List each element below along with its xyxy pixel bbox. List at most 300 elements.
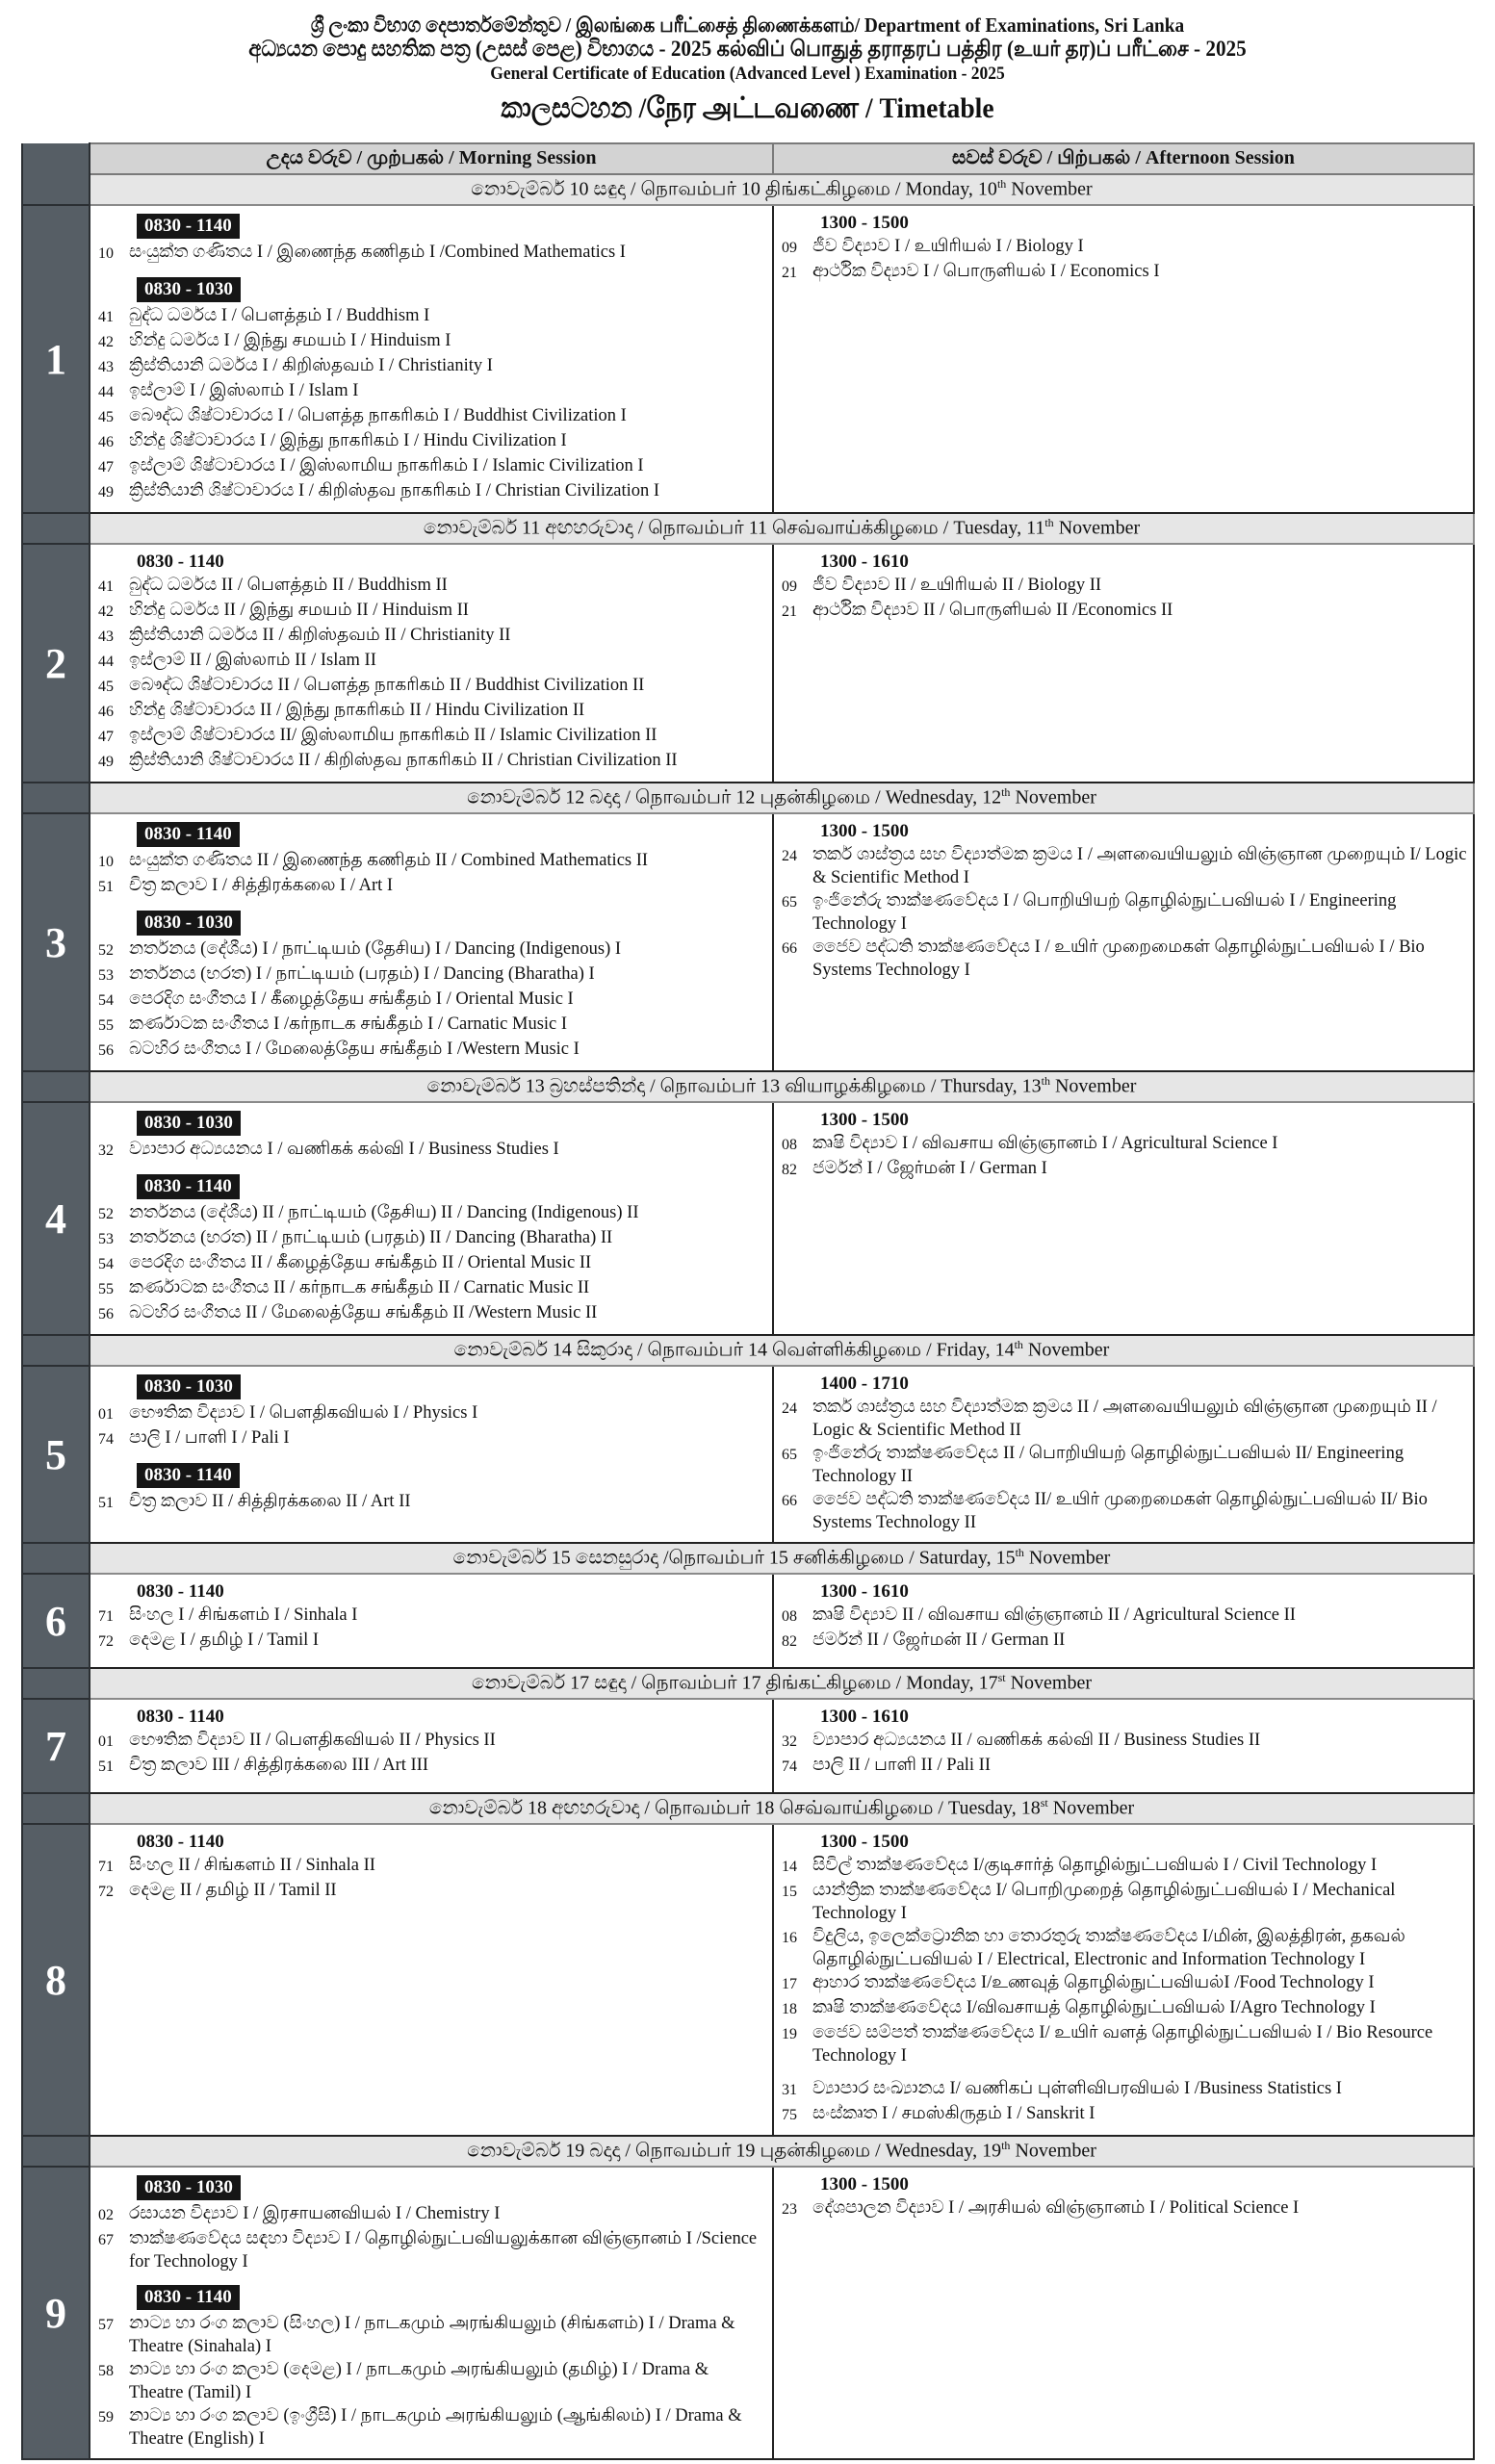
department-header: ශ්‍රී ලංකා විභාග දෙපාර්තමේන්තුව / இலங்கை பரீட்சைத் திணைக்களம்/ Department of Examinations, Sri Lanka bbox=[310, 13, 1185, 37]
subject-row bbox=[782, 235, 1467, 260]
subject-row bbox=[782, 1729, 1467, 1754]
morning-session-cell bbox=[90, 1699, 773, 1793]
subject-row bbox=[98, 1754, 766, 1779]
subject-code: 56 bbox=[98, 1042, 114, 1059]
subject-code: 21 bbox=[782, 603, 797, 620]
day-row bbox=[22, 205, 1474, 513]
day-number: 6 bbox=[22, 1574, 90, 1668]
time-slot: 0830 - 1140 bbox=[137, 1581, 224, 1602]
timetable bbox=[21, 142, 1475, 2460]
subject-code: 43 bbox=[98, 359, 114, 375]
subject-name: රසායන විද්‍යාව I / இரசாயனவியல் I / Chemistry I bbox=[129, 2204, 501, 2223]
time-slot-row bbox=[98, 1580, 766, 1604]
subject-row bbox=[98, 624, 766, 649]
date-ordinal: th bbox=[1014, 1337, 1023, 1351]
time-slot: 0830 - 1140 bbox=[137, 2285, 240, 2310]
date-header-row bbox=[22, 1071, 1474, 1102]
day-row bbox=[22, 1574, 1474, 1668]
subject-name: සංස්කෘත I / சமஸ்கிருதம் I / Sanskrit I bbox=[812, 2104, 1095, 2123]
date-header bbox=[90, 2136, 1474, 2167]
subject-row bbox=[98, 1879, 766, 1904]
date-header-row bbox=[22, 174, 1474, 205]
afternoon-session-cell bbox=[773, 544, 1474, 783]
morning-session-cell bbox=[90, 1824, 773, 2136]
subject-name: ව්‍යාපාර අධ්‍යයනය I / வணிகக் கல்வி I / Business Studies I bbox=[129, 1140, 559, 1159]
date-ordinal: th bbox=[1041, 1073, 1050, 1088]
date-ordinal: th bbox=[1044, 515, 1054, 529]
subject-row bbox=[98, 1138, 766, 1163]
subject-code: 14 bbox=[782, 1859, 797, 1875]
subject-name: ජෛව පද්ධති තාක්ෂණවේදය I / உயிர் முறைமைகள் தொழில்நுட்பவியல் I / Bio Systems Technology I bbox=[812, 937, 1425, 980]
date-ordinal: th bbox=[996, 176, 1007, 191]
time-slot: 1400 - 1710 bbox=[820, 1373, 909, 1394]
subject-code: 24 bbox=[782, 848, 797, 864]
subject-code: 54 bbox=[98, 1256, 114, 1272]
afternoon-session-cell bbox=[773, 813, 1474, 1071]
subject-name: ආහාර තාක්ෂණවේදය I/உணவுத் தொழில்நுட்பவியல்I /Food Technology I bbox=[812, 1973, 1375, 1992]
subject-code: 46 bbox=[98, 704, 114, 720]
subject-code: 51 bbox=[98, 879, 114, 895]
subject-name: හින්දු ශිෂ්ටාචාරය II / இந்து நாகரிகம் II / Hindu Civilization II bbox=[129, 701, 585, 720]
subject-row bbox=[782, 843, 1467, 889]
subject-code: 72 bbox=[98, 1633, 114, 1650]
subject-code: 45 bbox=[98, 409, 114, 425]
subject-name: ඉස්ලාම් ශිෂ්ටාචාරය II/ இஸ்லாமிய நாகரிகம் II / Islamic Civilization II bbox=[129, 726, 657, 745]
morning-session-cell bbox=[90, 813, 773, 1071]
day-number: 8 bbox=[22, 1824, 90, 2136]
subject-name: නාට්‍ය හා රංග කලාව (දෙමළ) I / நாடகமும் அரங்கியலும் (தமிழ்) I / Drama & Theatre (Tamil) I bbox=[129, 2360, 709, 2402]
subject-code: 65 bbox=[782, 894, 797, 911]
subject-name: කර්ණාටක සංගීතය II / கர்நாடக சங்கீதம் II / Carnatic Music II bbox=[129, 1278, 590, 1297]
subject-code: 21 bbox=[782, 265, 797, 281]
subject-name: බටහිර සංගීතය II / மேலைத்தேய சங்கீதம் II /Western Music II bbox=[129, 1303, 598, 1322]
subject-row bbox=[782, 2102, 1467, 2127]
subject-row bbox=[98, 1251, 766, 1276]
subject-name: ඉංජිනේරු තාක්ෂණවේදය II / பொறியியற் தொழில்நுட்பவியல் II/ Engineering Technology II bbox=[812, 1444, 1405, 1486]
subject-name: සිවිල් තාක්ෂණවේදය I/குடிசார்த் தொழில்நுட்பவியல் I / Civil Technology I bbox=[812, 1856, 1378, 1875]
subject-row bbox=[782, 1629, 1467, 1654]
subject-row bbox=[782, 889, 1467, 936]
time-slot-row bbox=[98, 1831, 766, 1854]
subject-code: 74 bbox=[782, 1758, 797, 1775]
subject-name: චිත්‍ර කලාව I / சித்திரக்கலை I / Art I bbox=[129, 876, 394, 895]
subject-row bbox=[782, 599, 1467, 624]
subject-code: 18 bbox=[782, 2001, 797, 2017]
subject-row bbox=[98, 2202, 766, 2227]
subject-code: 54 bbox=[98, 992, 114, 1009]
afternoon-session-cell bbox=[773, 1699, 1474, 1793]
date-text: නොවැම්බර් 17 සඳුදා / நொவம்பர் 17 திங்கட்கிழமை / Monday, 17 bbox=[471, 1672, 998, 1694]
date-header-row bbox=[22, 2136, 1474, 2167]
subject-code: 43 bbox=[98, 629, 114, 645]
subject-name: නාට්‍ය හා රංග කලාව (ඉංග්‍රීසි) I / நாடகமும் அரங்கியலும் (ஆங்கிலம்) I / Drama & Theatre (English) I bbox=[129, 2406, 742, 2449]
subject-row bbox=[98, 1604, 766, 1629]
subject-code: 46 bbox=[98, 434, 114, 450]
time-slot-row bbox=[782, 1109, 1467, 1132]
subject-code: 42 bbox=[98, 603, 114, 620]
block-spacer bbox=[98, 266, 766, 275]
subject-name: බටහිර සංගීතය I / மேலைத்தேய சங்கீதம் I /Western Music I bbox=[129, 1040, 580, 1059]
subject-code: 19 bbox=[782, 2026, 797, 2042]
subject-name: චිත්‍ර කලාව III / சித்திரக்கலை III / Art III bbox=[129, 1756, 428, 1775]
subject-row bbox=[782, 2021, 1467, 2067]
day-number: 5 bbox=[22, 1366, 90, 1543]
subject-row bbox=[98, 2227, 766, 2273]
date-header bbox=[90, 1543, 1474, 1574]
subject-row bbox=[98, 849, 766, 874]
subject-code: 10 bbox=[98, 854, 114, 870]
subject-name: දේශපාලන විද්‍යාව I / அரசியல் விஞ்ஞானம் I / Political Science I bbox=[812, 2198, 1300, 2218]
subject-row bbox=[782, 1971, 1467, 1996]
day-number: 4 bbox=[22, 1102, 90, 1335]
subject-row bbox=[782, 1754, 1467, 1779]
date-text: නොවැම්බර් 14 සිකුරාදා / நொவம்பர் 14 வெள்ளிக்கிழமை / Friday, 14 bbox=[453, 1339, 1015, 1361]
morning-session-cell bbox=[90, 544, 773, 783]
subject-code: 45 bbox=[98, 679, 114, 695]
day-number-spacer bbox=[22, 1335, 90, 1366]
subject-code: 74 bbox=[98, 1431, 114, 1448]
subject-name: හින්දු ශිෂ්ටාචාරය I / இந்து நாகரிகம் I / Hindu Civilization I bbox=[129, 431, 567, 450]
subject-row bbox=[782, 1396, 1467, 1442]
subject-row bbox=[782, 1132, 1467, 1157]
morning-session-cell bbox=[90, 205, 773, 513]
exam-title-english: General Certificate of Education (Advanced Level ) Examination - 2025 bbox=[490, 64, 1005, 84]
day-number: 1 bbox=[22, 205, 90, 513]
day-number-spacer bbox=[22, 174, 90, 205]
subject-code: 32 bbox=[782, 1733, 797, 1750]
time-slot-row bbox=[98, 2283, 766, 2312]
time-slot: 0830 - 1140 bbox=[137, 1174, 240, 1199]
subject-name: දෙමළ II / தமிழ் II / Tamil II bbox=[129, 1881, 337, 1900]
day-number: 3 bbox=[22, 813, 90, 1071]
day-row bbox=[22, 1366, 1474, 1543]
morning-session-cell bbox=[90, 1102, 773, 1335]
subject-code: 09 bbox=[782, 578, 797, 595]
subject-code: 01 bbox=[98, 1733, 114, 1750]
subject-code: 01 bbox=[98, 1406, 114, 1423]
block-spacer bbox=[98, 1451, 766, 1461]
subject-name: ජෛව පද්ධති තාක්ෂණවේදය II/ உயிர் முறைமைகள் தொழில்நுட்பவியல் II/ Bio Systems Technology II bbox=[812, 1490, 1428, 1532]
subject-name: ඉංජිනේරු තාක්ෂණවේදය I / பொறியியற் தொழில்நுட்பவியல் I / Engineering Technology I bbox=[812, 891, 1397, 934]
subject-name: ජීව විද්‍යාව II / உயிரியல் II / Biology II bbox=[812, 576, 1102, 595]
date-header bbox=[90, 1335, 1474, 1366]
subject-code: 47 bbox=[98, 459, 114, 475]
subject-row bbox=[98, 1038, 766, 1063]
subject-name: ක්‍රිස්තියානි ශිෂ්ටාචාරය II / கிறிஸ்தவ நாகரிகம் II / Christian Civilization II bbox=[129, 751, 678, 770]
subject-row bbox=[98, 241, 766, 266]
time-slot: 1300 - 1500 bbox=[820, 1832, 909, 1852]
subject-name: බෞද්ධ ශිෂ්ටාචාරය I / பௌத்த நாகரிகம் I / Buddhist Civilization I bbox=[129, 406, 627, 425]
date-header bbox=[90, 1793, 1474, 1824]
subject-row bbox=[98, 454, 766, 479]
subject-code: 08 bbox=[782, 1608, 797, 1625]
subject-code: 71 bbox=[98, 1859, 114, 1875]
subject-row bbox=[98, 599, 766, 624]
subject-code: 47 bbox=[98, 729, 114, 745]
time-slot: 1300 - 1610 bbox=[820, 552, 909, 572]
subject-name: කෘෂි තාක්ෂණවේදය I/விவசாயத் தொழில்நுட்பவியல் I/Agro Technology I bbox=[812, 1998, 1376, 2017]
subject-row bbox=[98, 962, 766, 988]
subject-row bbox=[98, 1013, 766, 1038]
subject-name: දෙමළ I / தமிழ் I / Tamil I bbox=[129, 1630, 320, 1650]
subject-row bbox=[782, 574, 1467, 599]
date-month: November bbox=[1047, 1797, 1135, 1819]
subject-row bbox=[782, 1996, 1467, 2021]
subject-code: 15 bbox=[782, 1884, 797, 1900]
day-row bbox=[22, 2167, 1474, 2459]
time-slot-row bbox=[782, 1580, 1467, 1604]
day-number: 7 bbox=[22, 1699, 90, 1793]
subject-name: නර්තනය (භරත) II / நாட்டியம் (பரதம்) II / Dancing (Bharatha) II bbox=[129, 1228, 613, 1247]
subject-row bbox=[98, 1629, 766, 1654]
time-slot: 1300 - 1500 bbox=[820, 2174, 909, 2194]
afternoon-session-cell bbox=[773, 1366, 1474, 1543]
subject-code: 23 bbox=[782, 2201, 797, 2218]
day-number-spacer bbox=[22, 1071, 90, 1102]
subject-name: පෙරදිග සංගීතය II / கீழைத்தேய சங்கீதம் II / Oriental Music II bbox=[129, 1253, 592, 1272]
subject-name: කෘෂි විද්‍යාව II / விவசாய விஞ்ஞானம் II / Agricultural Science II bbox=[812, 1605, 1296, 1625]
time-slot: 1300 - 1500 bbox=[820, 213, 909, 233]
subject-row bbox=[98, 1226, 766, 1251]
date-header-row bbox=[22, 1793, 1474, 1824]
time-slot-row bbox=[98, 212, 766, 241]
subject-row bbox=[98, 1729, 766, 1754]
time-slot: 1300 - 1610 bbox=[820, 1707, 909, 1727]
day-number-header bbox=[22, 143, 90, 174]
day-row bbox=[22, 813, 1474, 1071]
timetable-body bbox=[22, 143, 1474, 2459]
date-header-row bbox=[22, 783, 1474, 813]
subject-name: නර්තනය (භරත) I / நாட்டியம் (பரதம்) I / Dancing (Bharatha) I bbox=[129, 964, 595, 984]
subject-row bbox=[782, 1604, 1467, 1629]
subject-name: ව්‍යාපාර සංඛ්‍යානය I/ வணிகப் புள்ளிவிபரவியல் I /Business Statistics I bbox=[812, 2079, 1342, 2098]
afternoon-session-cell bbox=[773, 2167, 1474, 2459]
time-slot-row bbox=[98, 820, 766, 849]
day-number-spacer bbox=[22, 1668, 90, 1699]
subject-row bbox=[98, 574, 766, 599]
subject-row bbox=[98, 937, 766, 962]
subject-code: 59 bbox=[98, 2409, 114, 2426]
subject-code: 49 bbox=[98, 754, 114, 770]
time-slot: 0830 - 1030 bbox=[137, 277, 241, 302]
subject-code: 02 bbox=[98, 2207, 114, 2223]
subject-row bbox=[98, 379, 766, 404]
subject-name: ව්‍යාපාර අධ්‍යයනය II / வணிகக் கல்வி II / Business Studies II bbox=[812, 1731, 1261, 1750]
subject-name: ජෛව සම්පත් තාක්ෂණවේදය I/ உயிர் வளத் தொழில்நுட்பவியல் I / Bio Resource Technology I bbox=[812, 2023, 1433, 2066]
day-number: 2 bbox=[22, 544, 90, 783]
subject-name: තර්ක ශාස්ත්‍රය සහ විද්‍යාත්මක ක්‍රමය I / அளவையியலும் விஞ்ஞான முறையும் I/ Logic & Scientific Method I bbox=[812, 845, 1467, 887]
subject-name: ආර්ථික විද්‍යාව II / பொருளியல் II /Economics II bbox=[812, 601, 1173, 620]
subject-row bbox=[98, 1854, 766, 1879]
date-text: නොවැම්බර් 15 සෙනසුරාදා /நொவம்பர் 15 சனிக்கிழமை / Saturday, 15 bbox=[452, 1547, 1016, 1569]
subject-code: 09 bbox=[782, 240, 797, 256]
block-spacer bbox=[98, 2273, 766, 2283]
time-slot-row bbox=[98, 1109, 766, 1138]
subject-row bbox=[98, 354, 766, 379]
subject-name: තාක්ෂණවේදය සඳහා විද්‍යාව I / தொழில்நுட்பவியலுக்கான விஞ்ஞானம் I /Science for Technology I bbox=[129, 2229, 758, 2272]
subject-row bbox=[98, 649, 766, 674]
subject-name: පෙරදිග සංගීතය I / கீழைத்தேய சங்கீதம் I / Oriental Music I bbox=[129, 989, 574, 1009]
subject-name: හින්දු ධර්මය II / இந்து சமயம் II / Hinduism II bbox=[129, 601, 469, 620]
date-text: නොවැම්බර් 13 බ්‍රහස්පතින්දා / நொவம்பர் 13 வியாழக்கிழமை / Thursday, 13 bbox=[426, 1075, 1042, 1097]
time-slot-row bbox=[782, 551, 1467, 574]
date-text: නොවැම්බර් 10 සඳුදා / நொவம்பர் 10 திங்கட்கிழமை / Monday, 10 bbox=[471, 178, 997, 200]
day-number-spacer bbox=[22, 2136, 90, 2167]
subject-row bbox=[98, 329, 766, 354]
subject-name: භෞතික විද්‍යාව II / பௌதிகவியல் II / Physics II bbox=[129, 1731, 496, 1750]
subject-row bbox=[98, 479, 766, 504]
subject-name: කර්ණාටක සංගීතය I /கர்நாடக சங்கீதம் I / Carnatic Music I bbox=[129, 1014, 568, 1034]
subject-code: 57 bbox=[98, 2317, 114, 2333]
subject-code: 42 bbox=[98, 334, 114, 350]
block-spacer bbox=[98, 899, 766, 909]
subject-code: 49 bbox=[98, 484, 114, 500]
time-slot-row bbox=[98, 1706, 766, 1729]
morning-session-header: උදය වරුව / முற்பகல் / Morning Session bbox=[90, 143, 773, 174]
subject-row bbox=[98, 1276, 766, 1301]
subject-code: 66 bbox=[782, 940, 797, 957]
subject-code: 52 bbox=[98, 1206, 114, 1222]
time-slot: 0830 - 1030 bbox=[137, 911, 241, 936]
subject-row bbox=[782, 1488, 1467, 1534]
date-header bbox=[90, 174, 1474, 205]
subject-name: සිංහල II / சிங்களம் II / Sinhala II bbox=[129, 1856, 375, 1875]
morning-session-cell bbox=[90, 2167, 773, 2459]
date-month: November bbox=[1022, 1339, 1110, 1361]
day-number-spacer bbox=[22, 1793, 90, 1824]
date-ordinal: th bbox=[1001, 2138, 1011, 2152]
date-month: November bbox=[1053, 517, 1141, 539]
subject-code: 44 bbox=[98, 654, 114, 670]
date-month: November bbox=[1049, 1075, 1137, 1097]
subject-name: ජර්මන් II / ஜேர்மன் II / German II bbox=[812, 1630, 1066, 1650]
subject-name: නර්තනය (දේශීය) II / நாட்டியம் (தேசிய) II / Dancing (Indigenous) II bbox=[129, 1203, 639, 1222]
afternoon-session-header: සවස් වරුව / பிற்பகல் / Afternoon Session bbox=[773, 143, 1474, 174]
subject-row bbox=[782, 1157, 1467, 1182]
subject-code: 67 bbox=[98, 2232, 114, 2248]
day-row bbox=[22, 544, 1474, 783]
morning-session-cell bbox=[90, 1574, 773, 1668]
afternoon-session-cell bbox=[773, 1824, 1474, 2136]
subject-row bbox=[98, 1426, 766, 1451]
date-month: November bbox=[1006, 178, 1093, 200]
time-slot-row bbox=[98, 1373, 766, 1401]
subject-row bbox=[98, 874, 766, 899]
subject-name: බෞද්ධ ශිෂ්ටාචාරය II / பௌத்த நாகரிகம் II / Buddhist Civilization II bbox=[129, 676, 645, 695]
subject-name: ආර්ථික විද්‍යාව I / பொருளியல் I / Economics I bbox=[812, 262, 1160, 281]
subject-name: බුද්ධ ධර්මය I / பௌத்தம் I / Buddhism I bbox=[129, 306, 430, 325]
time-slot: 1300 - 1500 bbox=[820, 1110, 909, 1130]
time-slot: 0830 - 1140 bbox=[137, 1832, 224, 1852]
subject-code: 82 bbox=[782, 1633, 797, 1650]
date-month: November bbox=[1005, 1672, 1093, 1694]
time-slot: 1300 - 1610 bbox=[820, 1581, 909, 1602]
subject-name: සංයුක්ත ගණිතය I / இணைந்த கணிதம் I /Combined Mathematics I bbox=[129, 243, 626, 262]
subject-row bbox=[98, 1401, 766, 1426]
subject-row bbox=[782, 2077, 1467, 2102]
page-title: කාලසටහන /நேர அட்டவணை / Timetable bbox=[501, 92, 994, 124]
subject-name: ඉස්ලාම් I / இஸ்லாம் I / Islam I bbox=[129, 381, 359, 400]
exam-title-local: අධ්‍යයන පොදු සහතික පත්‍ර (උසස් පෙළ) විභාගය - 2025 கல்விப் பொதுத் தராதரப் பத்திர (உயர் தர)ப் பரீட்சை - 2025 bbox=[248, 37, 1247, 61]
subject-code: 55 bbox=[98, 1281, 114, 1297]
subject-name: ක්‍රිස්තියානි ධර්මය I / கிறிஸ்தவம் I / Christianity I bbox=[129, 356, 493, 375]
subject-name: ක්‍රිස්තියානි ධර්මය II / கிறிஸ்தவம் II / Christianity II bbox=[129, 626, 511, 645]
date-text: නොවැම්බර් 18 අඟහරුවාදා / நொவம்பர் 18 செவ்வாய்கிழமை / Tuesday, 18 bbox=[428, 1797, 1041, 1819]
subject-row bbox=[98, 304, 766, 329]
subject-code: 08 bbox=[782, 1137, 797, 1153]
subject-row bbox=[782, 260, 1467, 285]
subject-code: 55 bbox=[98, 1017, 114, 1034]
subject-code: 66 bbox=[782, 1493, 797, 1509]
subject-name: ජීව විද්‍යාව I / உயிரியல் I / Biology I bbox=[812, 237, 1084, 256]
subject-row bbox=[98, 749, 766, 774]
time-slot: 0830 - 1140 bbox=[137, 1463, 240, 1488]
subject-name: හින්දු ධර්මය I / இந்து சமயம் I / Hinduism I bbox=[129, 331, 451, 350]
time-slot-row bbox=[98, 909, 766, 937]
time-slot: 0830 - 1140 bbox=[137, 552, 224, 572]
time-slot-row bbox=[98, 1461, 766, 1490]
subject-row bbox=[98, 2312, 766, 2358]
date-header bbox=[90, 783, 1474, 813]
subject-code: 82 bbox=[782, 1162, 797, 1178]
date-text: නොවැම්බර් 19 බදාදා / நொவம்பர் 19 புதன்கிழமை / Wednesday, 19 bbox=[467, 2140, 1002, 2162]
subject-code: 24 bbox=[782, 1400, 797, 1417]
time-slot-row bbox=[782, 1706, 1467, 1729]
subject-name: පාලි I / பாளி I / Pali I bbox=[129, 1428, 290, 1448]
subject-row bbox=[98, 2358, 766, 2404]
subject-row bbox=[782, 1854, 1467, 1879]
day-number: 9 bbox=[22, 2167, 90, 2459]
subject-row bbox=[98, 674, 766, 699]
subject-name: පාලි II / பாளி II / Pali II bbox=[812, 1756, 992, 1775]
subject-row bbox=[98, 724, 766, 749]
subject-row bbox=[782, 2196, 1467, 2221]
subject-name: සංයුක්ත ගණිතය II / இணைந்த கணிதம் II / Combined Mathematics II bbox=[129, 851, 649, 870]
subject-code: 53 bbox=[98, 1231, 114, 1247]
subject-code: 44 bbox=[98, 384, 114, 400]
subject-row bbox=[782, 1442, 1467, 1488]
subject-row bbox=[782, 1879, 1467, 1925]
time-slot-row bbox=[782, 2173, 1467, 2196]
subject-code: 72 bbox=[98, 1884, 114, 1900]
time-slot-row bbox=[98, 551, 766, 574]
date-header bbox=[90, 1668, 1474, 1699]
subject-row bbox=[98, 1301, 766, 1326]
subject-name: බුද්ධ ධර්මය II / பௌத்தம் II / Buddhism II bbox=[129, 576, 448, 595]
subject-code: 56 bbox=[98, 1306, 114, 1322]
subject-code: 65 bbox=[782, 1447, 797, 1463]
date-ordinal: st bbox=[997, 1670, 1006, 1684]
day-row bbox=[22, 1699, 1474, 1793]
morning-session-cell bbox=[90, 1366, 773, 1543]
time-slot-row bbox=[782, 212, 1467, 235]
date-header-row bbox=[22, 1543, 1474, 1574]
subject-row bbox=[98, 699, 766, 724]
subject-name: නර්තනය (දේශීය) I / நாட்டியம் (தேசிய) I / Dancing (Indigenous) I bbox=[129, 939, 622, 959]
subject-code: 51 bbox=[98, 1758, 114, 1775]
date-text: නොවැම්බර් 12 බදාදා / நொவம்பர் 12 புதன்கிழமை / Wednesday, 12 bbox=[467, 786, 1002, 808]
subject-code: 51 bbox=[98, 1495, 114, 1511]
subject-name: චිත්‍ර කලාව II / சித்திரக்கலை II / Art II bbox=[129, 1492, 411, 1511]
time-slot-row bbox=[98, 1172, 766, 1201]
subject-row bbox=[782, 1925, 1467, 1971]
time-slot: 0830 - 1140 bbox=[137, 822, 240, 847]
subject-row bbox=[98, 2404, 766, 2451]
subject-name: ක්‍රිස්තියානි ශිෂ්ටාචාරය I / கிறிஸ்தவ நாகரிகம் I / Christian Civilization I bbox=[129, 481, 660, 500]
time-slot: 0830 - 1030 bbox=[137, 2175, 241, 2200]
subject-name: යාන්ත්‍රික තාක්ෂණවේදය I/ பொறிமுறைத் தொழில்நுட்பவியல் I / Mechanical Technology I bbox=[812, 1881, 1396, 1923]
subject-code: 41 bbox=[98, 309, 114, 325]
